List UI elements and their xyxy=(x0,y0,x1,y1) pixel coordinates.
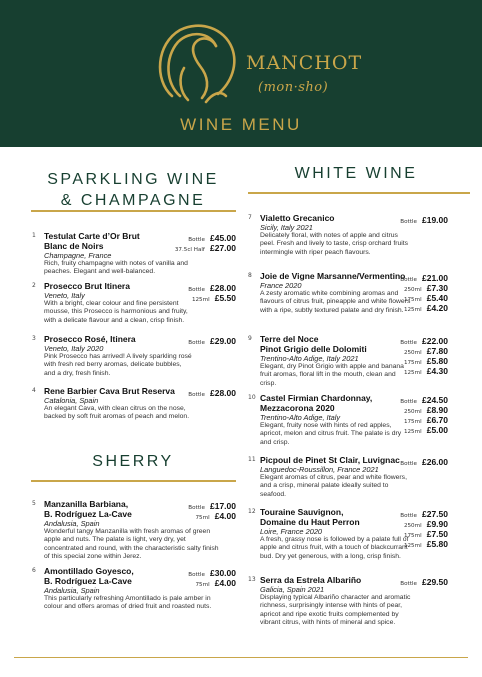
price-amount: £28.00 xyxy=(210,283,236,293)
price-list xyxy=(400,575,448,585)
wine-region: Catalonia, Spain xyxy=(44,396,99,405)
price-size-label: 125ml xyxy=(191,297,210,303)
wine-description: A fresh, grassy nose is followed by a palate full of apple and citrus fruit, with a touch of blackcurrant bud. Dry yet generous, with a long, crisp finish. xyxy=(260,536,409,560)
price-amount: £7.80 xyxy=(426,346,448,356)
price-amount: £26.00 xyxy=(422,457,448,467)
item-number: 7 xyxy=(248,214,252,221)
item-number: 4 xyxy=(32,387,36,394)
price-size-label: Bottle xyxy=(188,572,205,578)
price-line xyxy=(400,364,448,374)
price-list xyxy=(400,271,448,311)
penguin-logo-icon xyxy=(150,18,240,110)
price-size-label: 250ml xyxy=(403,287,422,293)
price-line xyxy=(400,301,448,311)
price-line xyxy=(400,537,448,547)
header-banner xyxy=(0,0,482,147)
price-list xyxy=(400,334,448,374)
wine-name: Amontillado Goyesco, xyxy=(44,566,134,576)
price-list xyxy=(175,231,236,251)
wine-description: An elegant Cava, with clean citrus on the nose, backed by soft fruit aromas of peach and melon. xyxy=(44,405,190,421)
wine-description: With a bright, clear colour and fine persistent mousse, this Prosecco is harmonious and fruity, with a delicate flavour and a clean, crisp finish. xyxy=(44,300,188,324)
wine-name: Joie de Vigne Marsanne/Vermentino xyxy=(260,271,406,281)
wine-description: A zesty aromatic white combining aromas and flavours of citrus fruit, pineapple and white flowers with a ripe, subtly textured palate and dry finish. xyxy=(260,290,411,314)
wine-region: Andalusia, Spain xyxy=(44,586,100,595)
price-size-label: Bottle xyxy=(188,392,205,398)
item-number: 6 xyxy=(32,567,36,574)
price-list xyxy=(188,334,236,344)
price-size-label: 125ml xyxy=(403,429,422,435)
price-amount: £5.80 xyxy=(426,539,448,549)
price-line xyxy=(175,241,236,251)
wine-name: Vialetto Grecanico xyxy=(260,213,335,223)
item-number: 11 xyxy=(248,456,256,463)
price-amount: £22.00 xyxy=(422,336,448,346)
item-number: 3 xyxy=(32,335,36,342)
price-size-label: 250ml xyxy=(403,523,422,529)
menu-title: WINE MENU xyxy=(180,115,302,134)
price-amount: £19.00 xyxy=(422,215,448,225)
wine-name: B. Rodríguez La-Cave xyxy=(44,509,132,519)
wine-name: Blanc de Noirs xyxy=(44,241,104,251)
wine-name: Pinot Grigio delle Dolomiti xyxy=(260,344,367,354)
wine-region: France 2020 xyxy=(260,281,302,290)
sparkling-title-rule xyxy=(31,210,236,212)
price-amount: £21.00 xyxy=(422,273,448,283)
wine-region: Galicia, Spain 2021 xyxy=(260,585,325,594)
price-size-label: Bottle xyxy=(400,219,417,225)
price-size-label: Bottle xyxy=(400,399,417,405)
price-amount: £5.80 xyxy=(426,356,448,366)
wine-region: Andalusia, Spain xyxy=(44,519,100,528)
price-line xyxy=(188,386,236,396)
wine-name: Manzanilla Barbiana, xyxy=(44,499,129,509)
price-amount: £4.00 xyxy=(214,578,236,588)
price-line xyxy=(188,291,236,301)
price-amount: £24.50 xyxy=(422,395,448,405)
price-amount: £4.00 xyxy=(214,511,236,521)
item-number: 1 xyxy=(32,232,36,239)
wine-region: Languedoc-Roussillon, France 2021 xyxy=(260,465,379,474)
wine-region: Veneto, Italy 2020 xyxy=(44,344,104,353)
wine-name: Terre del Noce xyxy=(260,334,319,344)
wine-description: Pink Prosecco has arrived! A lively sparkling rosé with fresh red berry aromas, delicate bubbles, and a dry, fresh finish. xyxy=(44,353,192,377)
price-size-label: 125ml xyxy=(403,370,422,376)
item-number: 13 xyxy=(248,576,256,583)
wine-name: Prosecco Rosé, Itinera xyxy=(44,334,136,344)
item-number: 5 xyxy=(32,500,36,507)
price-amount: £7.30 xyxy=(426,283,448,293)
price-list xyxy=(400,213,448,223)
wine-name: Domaine du Haut Perron xyxy=(260,517,360,527)
price-size-label: Bottle xyxy=(188,237,205,243)
sparkling-section-title: SPARKLING WINE & CHAMPAGNE xyxy=(47,171,219,209)
item-number: 9 xyxy=(248,335,252,342)
sherry-title-rule xyxy=(31,480,236,482)
price-amount: £45.00 xyxy=(210,233,236,243)
wine-name: B. Rodríguez La-Cave xyxy=(44,576,132,586)
sherry-section-title: SHERRY xyxy=(92,453,174,470)
price-list xyxy=(400,393,448,433)
price-size-label: 175ml xyxy=(403,533,422,539)
wine-name: Prosecco Brut Itinera xyxy=(44,281,130,291)
item-number: 10 xyxy=(248,394,256,401)
wine-description: Elegant, fruity nose with hints of red apples, apricot, melon and citrus fruit. The palate is dry and crisp. xyxy=(260,422,402,446)
price-line xyxy=(188,509,236,519)
item-number: 2 xyxy=(32,282,36,289)
price-size-label: 175ml xyxy=(403,297,422,303)
item-number: 8 xyxy=(248,272,252,279)
price-size-label: Bottle xyxy=(188,340,205,346)
price-size-label: Bottle xyxy=(188,505,205,511)
price-line xyxy=(400,455,448,465)
wine-description: Elegant, dry Pinot Grigio with apple and banana fruit aromas, floral lift in the mouth, clean and crisp. xyxy=(260,363,404,387)
price-size-label: Bottle xyxy=(188,287,205,293)
wine-description: Rich, fruity champagne with notes of vanilla and peaches. Elegant and well-balanced. xyxy=(44,260,188,276)
price-amount: £30.00 xyxy=(210,568,236,578)
price-amount: £7.50 xyxy=(426,529,448,539)
wine-region: Veneto, Italy xyxy=(44,291,85,300)
price-size-label: 175ml xyxy=(403,360,422,366)
price-amount: £29.00 xyxy=(210,336,236,346)
price-amount: £28.00 xyxy=(210,388,236,398)
wine-name: Serra da Estrela Albariño xyxy=(260,575,362,585)
price-amount: £27.00 xyxy=(210,243,236,253)
price-amount: £4.20 xyxy=(426,303,448,313)
price-list xyxy=(400,455,448,465)
price-list xyxy=(400,507,448,547)
wine-region: Champagne, France xyxy=(44,251,112,260)
price-amount: £5.50 xyxy=(214,293,236,303)
wine-description: Displaying typical Albariño character and aromatic richness, surprisingly intense with hints of pear, apricot and ripe exotic fruits complemented by vibrant citrus, with hints of mineral and spice. xyxy=(260,594,411,626)
price-size-label: Bottle xyxy=(400,581,417,587)
wine-region: Trentino-Alto Adige, Italy 2021 xyxy=(260,354,359,363)
price-line xyxy=(400,213,448,223)
white-section-title: WHITE WINE xyxy=(294,165,418,182)
price-amount: £29.50 xyxy=(422,577,448,587)
price-amount: £8.90 xyxy=(426,405,448,415)
price-line xyxy=(400,575,448,585)
footer-rule xyxy=(14,657,468,658)
price-amount: £9.90 xyxy=(426,519,448,529)
wine-name: Picpoul de Pinet St Clair, Luvignac xyxy=(260,455,400,465)
brand-pronunciation: (mon·sho) xyxy=(258,80,329,95)
price-line xyxy=(188,334,236,344)
wine-description: Wonderful tangy Manzanilla with fresh aromas of green apple and nuts. The palate is light, very dry, yet concentrated and round, with the characteristic salty finish of this special zone within Jerez. xyxy=(44,528,219,560)
wine-description: Elegant aromas of citrus, pear and white flowers, and a crisp, mineral palate ideally suited to seafood. xyxy=(260,474,407,498)
wine-region: Sicily, Italy 2021 xyxy=(260,223,313,232)
price-size-label: Bottle xyxy=(400,340,417,346)
wine-region: Trentino-Alto Adige, Italy xyxy=(260,413,341,422)
price-amount: £17.00 xyxy=(210,501,236,511)
price-amount: £27.50 xyxy=(422,509,448,519)
wine-name: Rene Barbier Cava Brut Reserva xyxy=(44,386,175,396)
price-size-label: 125ml xyxy=(403,307,422,313)
price-size-label: 37.5cl Half xyxy=(174,247,205,253)
price-line xyxy=(400,423,448,433)
white-title-rule xyxy=(248,192,470,194)
price-amount: £6.70 xyxy=(426,415,448,425)
wine-description: This particularly refreshing Amontillado is pale amber in colour and offers aromas of dried fruit and roasted nuts. xyxy=(44,595,212,611)
brand-name: MANCHOT xyxy=(246,52,363,74)
price-size-label: 75ml xyxy=(195,515,210,521)
price-amount: £5.40 xyxy=(426,293,448,303)
wine-description: Delicately floral, with notes of apple and citrus peel. Fresh and lively to taste, crisp orchard fruits intermingle with riper peach flavours. xyxy=(260,232,409,256)
price-size-label: Bottle xyxy=(400,513,417,519)
price-size-label: 250ml xyxy=(403,350,422,356)
price-size-label: 75ml xyxy=(195,582,210,588)
price-amount: £4.30 xyxy=(426,366,448,376)
item-number: 12 xyxy=(248,508,256,515)
price-list xyxy=(188,386,236,396)
price-list xyxy=(188,566,236,586)
price-size-label: Bottle xyxy=(400,461,417,467)
price-amount: £5.00 xyxy=(426,425,448,435)
price-size-label: Bottle xyxy=(400,277,417,283)
wine-region: Loire, France 2020 xyxy=(260,527,323,536)
price-list xyxy=(188,281,236,301)
price-line xyxy=(188,576,236,586)
wine-name: Castel Firmian Chardonnay, xyxy=(260,393,373,403)
price-list xyxy=(188,499,236,519)
wine-name: Testulat Carte d’Or Brut xyxy=(44,231,140,241)
price-size-label: 250ml xyxy=(403,409,422,415)
wine-name: Touraine Sauvignon, xyxy=(260,507,344,517)
price-size-label: 125ml xyxy=(403,543,422,549)
wine-name: Mezzacorona 2020 xyxy=(260,403,335,413)
price-size-label: 175ml xyxy=(403,419,422,425)
